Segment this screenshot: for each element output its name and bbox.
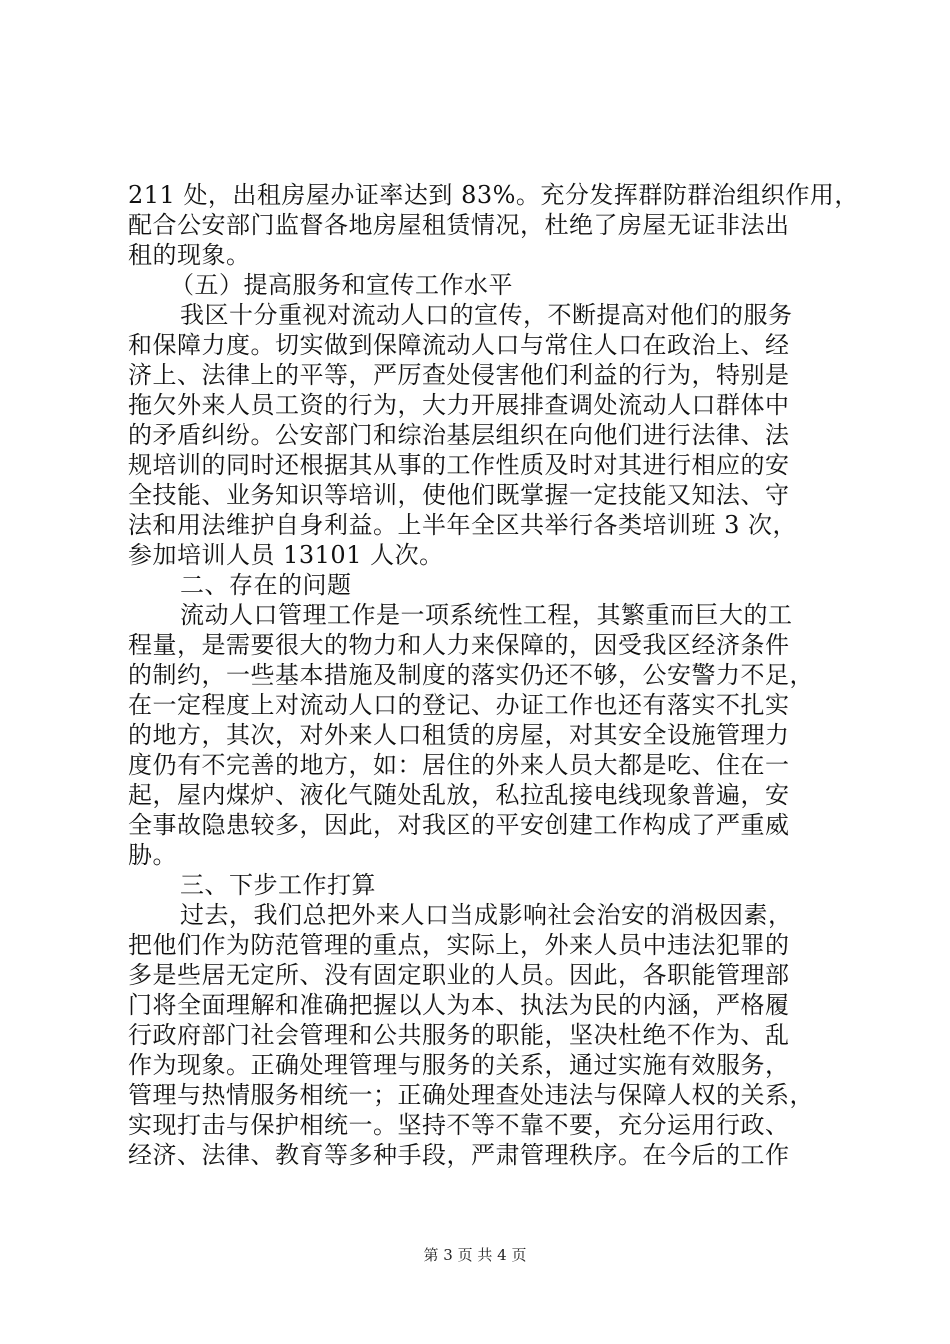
body-line: 全技能、业务知识等培训，使他们既掌握一定技能又知法、守 [128,481,790,509]
body-line: 规培训的同时还根据其从事的工作性质及时对其进行相应的安 [128,451,790,479]
section-heading-problems: 二、存在的问题 [180,571,352,599]
section-heading-5: （五）提高服务和宣传工作水平 [170,271,513,299]
body-line: 租的现象。 [128,241,251,269]
page-footer: 第 3 页 共 4 页 [423,1246,527,1264]
body-line: 门将全面理解和准确把握以人为本、执法为民的内涵，严格履 [128,991,790,1019]
body-line: 的制约，一些基本措施及制度的落实仍还不够，公安警力不足， [128,661,814,689]
body-line: 经济、法律、教育等多种手段，严肃管理秩序。在今后的工作 [128,1141,790,1169]
body-line: 多是些居无定所、没有固定职业的人员。因此，各职能管理部 [128,961,790,989]
body-line: 全事故隐患较多，因此，对我区的平安创建工作构成了严重威 [128,811,790,839]
body-line: 行政府部门社会管理和公共服务的职能，坚决杜绝不作为、乱 [128,1021,790,1049]
body-line: 程量，是需要很大的物力和人力来保障的，因受我区经济条件 [128,631,790,659]
body-line: 211 处，出租房屋办证率达到 83%。充分发挥群防群治组织作用， [128,181,859,209]
body-line: 实现打击与保护相统一。坚持不等不靠不要，充分运用行政、 [128,1111,790,1139]
body-line: 把他们作为防范管理的重点，实际上，外来人员中违法犯罪的 [128,931,790,959]
paragraph-first-line: 过去，我们总把外来人口当成影响社会治安的消极因素， [180,901,793,929]
body-line: 济上、法律上的平等，严厉查处侵害他们利益的行为，特别是 [128,361,790,389]
body-line: 起，屋内煤炉、液化气随处乱放，私拉乱接电线现象普遍，安 [128,781,790,809]
body-line: 配合公安部门监督各地房屋租赁情况，杜绝了房屋无证非法出 [128,211,790,239]
body-line: 的地方，其次，对外来人口租赁的房屋，对其安全设施管理力 [128,721,790,749]
body-line: 拖欠外来人员工资的行为，大力开展排查调处流动人口群体中 [128,391,790,419]
body-line: 法和用法维护自身利益。上半年全区共举行各类培训班 3 次， [128,511,798,539]
body-line: 的矛盾纠纷。公安部门和综治基层组织在向他们进行法律、法 [128,421,790,449]
section-heading-next-steps: 三、下步工作打算 [180,871,376,899]
body-line: 在一定程度上对流动人口的登记、办证工作也还有落实不扎实 [128,691,790,719]
body-line: 管理与热情服务相统一；正确处理查处违法与保障人权的关系， [128,1081,814,1109]
body-line: 和保障力度。切实做到保障流动人口与常住人口在政治上、经 [128,331,790,359]
body-line: 度仍有不完善的地方，如：居住的外来人员大都是吃、住在一 [128,751,790,779]
body-line: 胁。 [128,841,177,869]
paragraph-first-line: 我区十分重视对流动人口的宣传，不断提高对他们的服务 [180,301,793,329]
paragraph-first-line: 流动人口管理工作是一项系统性工程，其繁重而巨大的工 [180,601,793,629]
document-body [128,180,859,1170]
body-line: 参加培训人员 13101 人次。 [128,541,444,569]
body-line: 作为现象。正确处理管理与服务的关系，通过实施有效服务， [128,1051,790,1079]
